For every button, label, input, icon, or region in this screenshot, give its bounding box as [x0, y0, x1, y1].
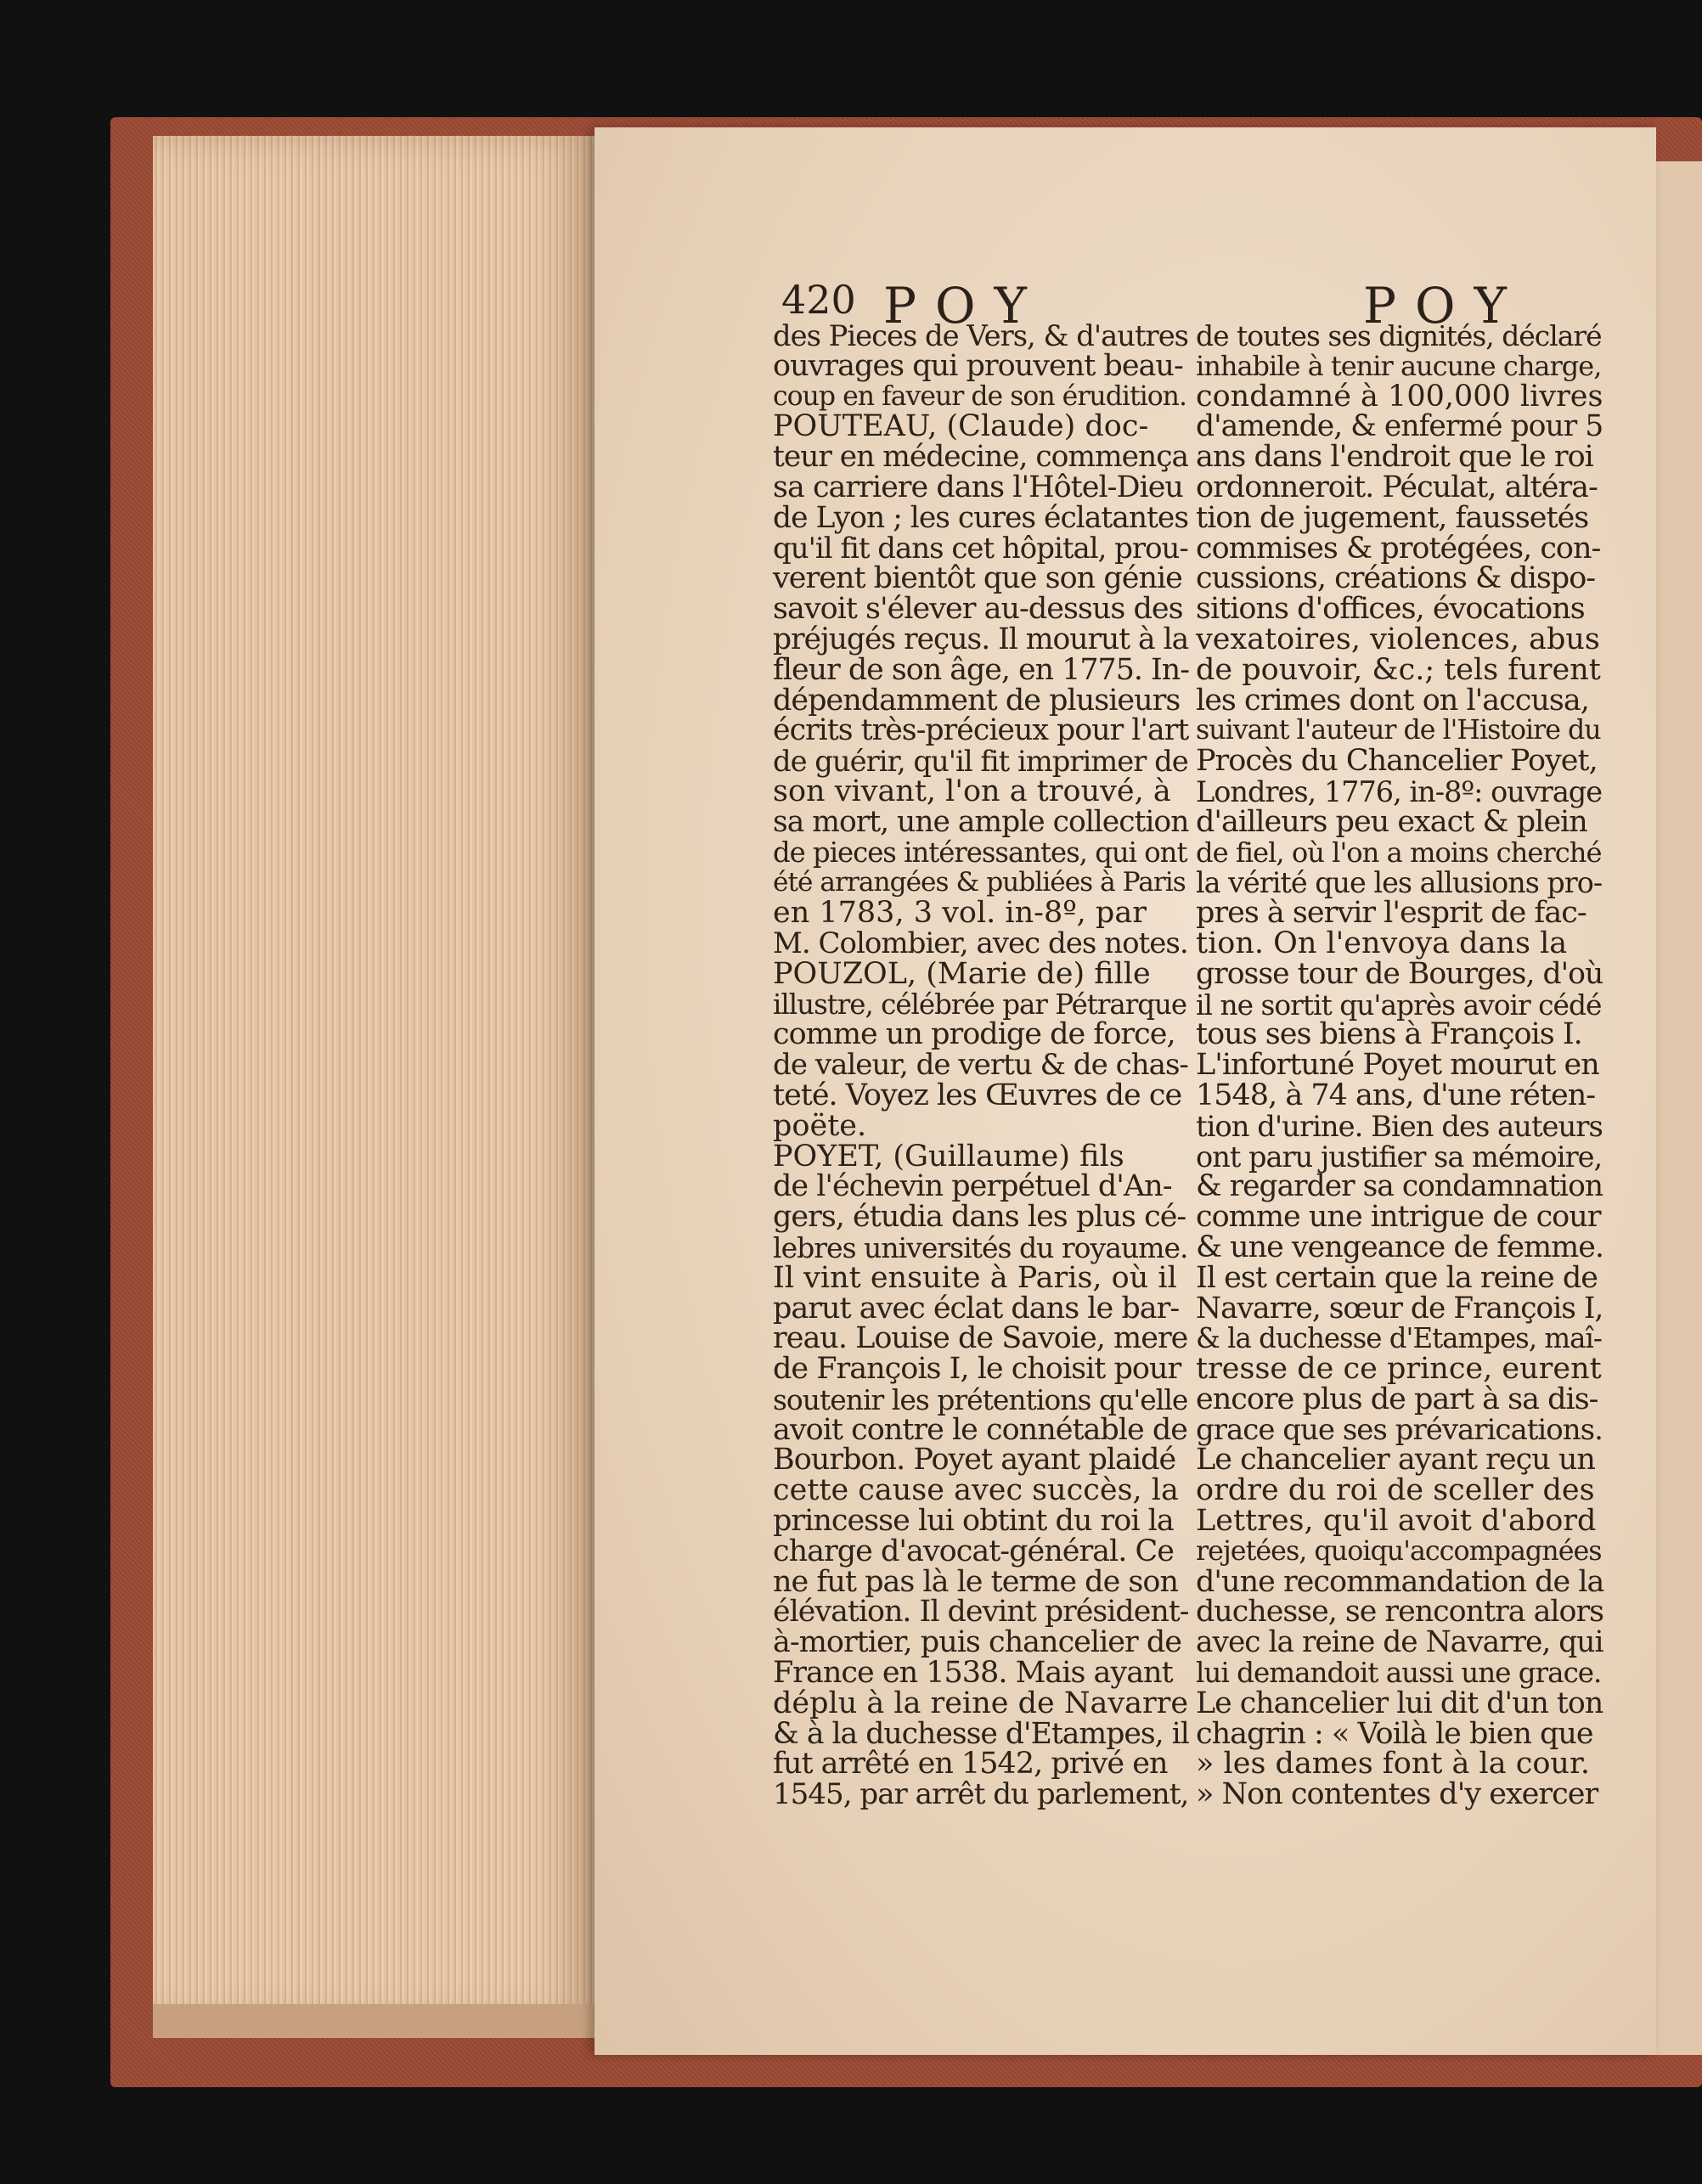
- page-edge-bottom: [153, 2004, 603, 2038]
- text-line: d'ailleurs peu exact & plein: [1196, 804, 1587, 839]
- text-line: il ne sortit qu'après avoir cédé: [1196, 988, 1602, 1022]
- text-line: tresse de ce prince, eurent: [1196, 1352, 1602, 1387]
- text-line: sitions d'offices, évocations: [1196, 592, 1585, 627]
- text-line: Lettres, qu'il avoit d'abord: [1196, 1504, 1597, 1539]
- text-line: » les dames font à la cour.: [1196, 1747, 1590, 1782]
- text-line: commises & protégées, con-: [1196, 531, 1601, 566]
- text-line: Bourbon. Poyet ayant plaidé: [773, 1443, 1176, 1478]
- text-line: de fiel, où l'on a moins cherché: [1196, 836, 1602, 869]
- text-line: d'amende, & enfermé pour 5: [1196, 409, 1603, 444]
- text-line: POYET, (Guillaume) fils: [773, 1139, 1124, 1174]
- text-line: & la duchesse d'Etampes, maî-: [1196, 1322, 1602, 1355]
- text-line: condamné à 100,000 livres: [1196, 379, 1603, 414]
- text-line: qu'il fit dans cet hôpital, prou-: [773, 531, 1188, 566]
- text-line: comme un prodige de force,: [773, 1017, 1175, 1052]
- text-line: encore plus de part à sa dis-: [1196, 1382, 1598, 1416]
- text-line: ordonneroit. Péculat, altéra-: [1196, 470, 1598, 504]
- text-line: princesse lui obtint du roi la: [773, 1504, 1174, 1539]
- text-line: L'infortuné Poyet mourut en: [1196, 1048, 1599, 1083]
- text-line: d'une recommandation de la: [1196, 1564, 1604, 1599]
- text-line: préjugés reçus. Il mourut à la: [773, 622, 1189, 656]
- running-head-left: POY: [883, 277, 1045, 335]
- text-line: tion de jugement, faussetés: [1196, 500, 1589, 535]
- text-line: élévation. Il devint président-: [773, 1595, 1189, 1630]
- text-line: 1548, à 74 ans, d'une réten-: [1196, 1078, 1596, 1112]
- text-line: avoit contre le connétable de: [773, 1412, 1187, 1447]
- text-line: reau. Louise de Savoie, mere: [773, 1321, 1188, 1356]
- text-line: POUTEAU, (Claude) doc-: [773, 409, 1149, 444]
- text-line: en 1783, 3 vol. in-8º, par: [773, 896, 1147, 931]
- text-line: de François I, le choisit pour: [773, 1352, 1181, 1387]
- text-line: teté. Voyez les Œuvres de ce: [773, 1078, 1182, 1112]
- text-line: chagrin : « Voilà le bien que: [1196, 1716, 1593, 1751]
- text-line: verent bientôt que son génie: [773, 561, 1182, 596]
- text-line: les crimes dont on l'accusa,: [1196, 683, 1589, 718]
- text-line: ans dans l'endroit que le roi: [1196, 440, 1593, 475]
- page-number: 420: [781, 277, 856, 323]
- text-line: Il vint ensuite à Paris, où il: [773, 1260, 1177, 1295]
- text-line: ordre du roi de sceller des: [1196, 1473, 1595, 1508]
- text-line: à-mortier, puis chancelier de: [773, 1625, 1181, 1660]
- text-line: suivant l'auteur de l'Histoire du: [1196, 715, 1601, 746]
- text-line: été arrangées & publiées à Paris: [773, 867, 1186, 898]
- text-line: teur en médecine, commença: [773, 440, 1189, 475]
- text-column-right: [1196, 321, 1603, 1810]
- text-line: Il est certain que la reine de: [1196, 1260, 1598, 1295]
- running-head-right: POY: [1363, 277, 1525, 335]
- text-line: charge d'avocat-général. Ce: [773, 1534, 1174, 1568]
- text-line: & une vengeance de femme.: [1196, 1230, 1603, 1264]
- text-line: France en 1538. Mais ayant: [773, 1656, 1173, 1691]
- text-line: de guérir, qu'il fit imprimer de: [773, 745, 1188, 779]
- text-line: POUZOL, (Marie de) fille: [773, 956, 1151, 991]
- text-line: écrits très-précieux pour l'art: [773, 713, 1189, 748]
- text-line: de Lyon ; les cures éclatantes: [773, 500, 1189, 535]
- text-line: poëte.: [773, 1108, 867, 1143]
- text-line: de pouvoir, &c.; tels furent: [1196, 652, 1601, 687]
- text-line: illustre, célébrée par Pétrarque: [773, 988, 1187, 1021]
- text-line: & à la duchesse d'Etampes, il: [773, 1716, 1189, 1751]
- text-line: des Pieces de Vers, & d'autres: [773, 319, 1188, 352]
- text-line: de valeur, de vertu & de chas-: [773, 1048, 1188, 1083]
- text-line: fut arrêté en 1542, privé en: [773, 1747, 1168, 1782]
- text-line: ouvrages qui prouvent beau-: [773, 348, 1183, 383]
- text-line: Le chancelier ayant reçu un: [1196, 1443, 1595, 1478]
- text-line: de pieces intéressantes, qui ont: [773, 836, 1187, 869]
- text-line: » Non contentes d'y exercer: [1196, 1777, 1598, 1812]
- text-line: ont paru justifier sa mémoire,: [1196, 1140, 1603, 1174]
- text-line: tion. On l'envoya dans la: [1196, 926, 1568, 960]
- text-line: déplu à la reine de Navarre: [773, 1686, 1189, 1720]
- text-column-left: [773, 321, 1189, 1810]
- text-line: gers, étudia dans les plus cé-: [773, 1200, 1186, 1235]
- text-line: de toutes ses dignités, déclaré: [1196, 319, 1602, 352]
- text-line: 1545, par arrêt du parlement,: [773, 1777, 1189, 1812]
- text-line: savoit s'élever au-dessus des: [773, 592, 1183, 627]
- text-line: Le chancelier lui dit d'un ton: [1196, 1686, 1603, 1720]
- text-line: fleur de son âge, en 1775. In-: [773, 652, 1190, 687]
- text-line: Navarre, sœur de François I,: [1196, 1291, 1603, 1326]
- text-line: rejetées, quoiqu'accompagnées: [1196, 1535, 1602, 1567]
- text-line: Procès du Chancelier Poyet,: [1196, 744, 1598, 779]
- text-line: grosse tour de Bourges, d'où: [1196, 956, 1603, 991]
- text-line: sa mort, une ample collection: [773, 804, 1189, 839]
- text-line: ne fut pas là le terme de son: [773, 1564, 1178, 1599]
- next-page-edge: [1656, 161, 1702, 2055]
- text-line: la vérité que les allusions pro-: [1196, 866, 1603, 900]
- text-line: comme une intrigue de cour: [1196, 1200, 1601, 1235]
- text-line: grace que ses prévarications.: [1196, 1412, 1603, 1447]
- text-line: parut avec éclat dans le bar-: [773, 1291, 1180, 1326]
- page-edges: [153, 136, 595, 2021]
- text-line: tion d'urine. Bien des auteurs: [1196, 1109, 1603, 1143]
- text-line: cussions, créations & dispo-: [1196, 561, 1596, 596]
- text-line: M. Colombier, avec des notes.: [773, 926, 1188, 960]
- text-line: avec la reine de Navarre, qui: [1196, 1625, 1603, 1660]
- text-line: coup en faveur de son érudition.: [773, 380, 1186, 412]
- text-line: cette cause avec succès, la: [773, 1473, 1179, 1508]
- text-line: son vivant, l'on a trouvé, à: [773, 774, 1171, 808]
- text-line: duchesse, se rencontra alors: [1196, 1595, 1604, 1630]
- text-line: vexatoires, violences, abus: [1196, 622, 1600, 656]
- text-line: soutenir les prétentions qu'elle: [773, 1382, 1188, 1416]
- text-line: de l'échevin perpétuel d'An-: [773, 1169, 1172, 1204]
- text-line: Londres, 1776, in-8º: ouvrage: [1196, 774, 1603, 808]
- text-line: tous ses biens à François I.: [1196, 1017, 1582, 1052]
- text-line: sa carriere dans l'Hôtel-Dieu: [773, 470, 1183, 504]
- text-line: pres à servir l'esprit de fac-: [1196, 896, 1586, 931]
- text-line: & regarder sa condamnation: [1196, 1169, 1603, 1204]
- text-line: inhabile à tenir aucune charge,: [1196, 349, 1602, 382]
- text-line: lui demandoit aussi une grace.: [1196, 1657, 1602, 1690]
- text-line: dépendamment de plusieurs: [773, 683, 1181, 718]
- text-line: lebres universités du royaume.: [773, 1230, 1188, 1264]
